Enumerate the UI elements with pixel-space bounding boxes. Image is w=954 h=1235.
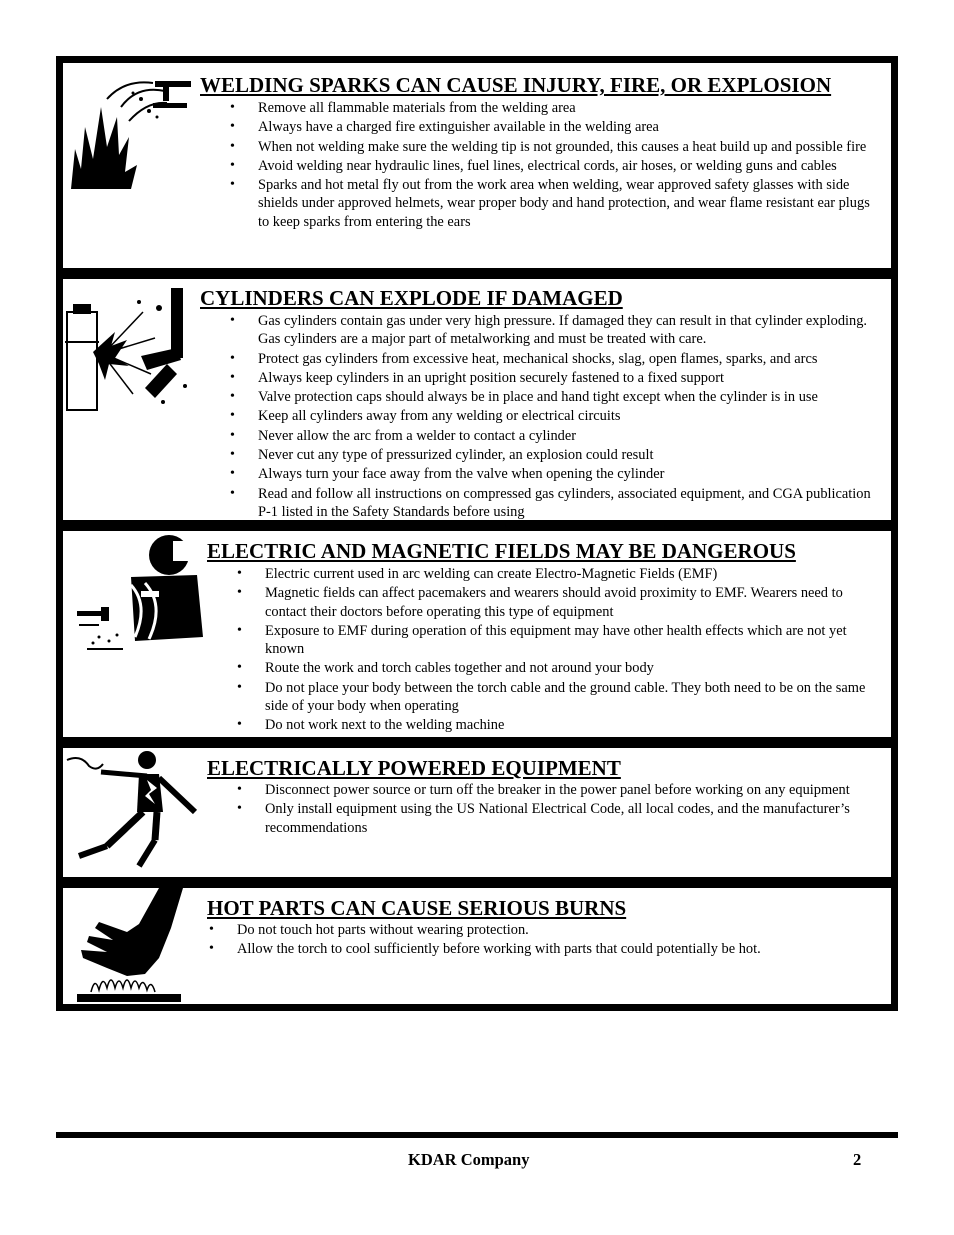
section-heading: HOT PARTS CAN CAUSE SERIOUS BURNS [207,896,627,920]
list-item: • Route the work and torch cables together and not around your body [237,659,882,677]
list-item: • Avoid welding near hydraulic lines, fuel lines, electrical cords, air hoses, or welding guns and cables [230,157,880,175]
list-item: • Disconnect power source or turn off the breaker in the power panel before working on any equipment [237,781,887,799]
list-item: • Magnetic fields can affect pacemakers and wearers should avoid proximity to EMF. Wearers need to contact their doctors before operating this type of equipment [237,584,882,621]
section-cylinders [63,279,891,520]
list-item: • Sparks and hot metal fly out from the work area when welding, wear approved safety glasses with side shields under approved helmets, wear proper body and hand protection, and wear flame resistant ear plugs to keep sparks from entering the ears [230,176,880,231]
list-item: • Protect gas cylinders from excessive heat, mechanical shocks, slag, open flames, sparks, and arcs [230,350,880,368]
list-item: • Always keep cylinders in an upright position securely fastened to a fixed support [230,369,880,387]
section-welding-sparks [63,63,891,268]
section-electric-magnetic-fields [63,531,891,737]
list-item: • Do not touch hot parts without wearing protection. [209,921,859,939]
section-hot-parts [63,888,891,1004]
page-number: 2 [853,1150,862,1169]
list-item: • Exposure to EMF during operation of this equipment may have other health effects which are not yet known [237,622,882,659]
list-item: • Always have a charged fire extinguisher available in the welding area [230,118,880,136]
section-heading: ELECTRICALLY POWERED EQUIPMENT [207,756,621,780]
section-bullet-list [230,312,880,520]
list-item: • When not welding make sure the welding tip is not grounded, this causes a heat build up and possible fire [230,138,880,156]
welding-sparks-explosion-icon [67,77,197,192]
list-item: • Do not work next to the welding machine [237,716,882,734]
list-item: • Only install equipment using the US National Electrical Code, all local codes, and the manufacturer’s recommendations [237,800,887,837]
electric-shock-icon [63,750,203,872]
list-item: • Do not place your body between the torch cable and the ground cable. They both need to be on the same side of your body when operating [237,679,882,716]
section-heading: ELECTRIC AND MAGNETIC FIELDS MAY BE DANGEROUS [207,539,796,563]
section-electrically-powered [63,748,891,877]
list-item: • Valve protection caps should always be in place and hand tight except when the cylinder is in use [230,388,880,406]
safety-warnings-frame [56,56,898,1011]
electromagnetic-field-icon [69,533,209,658]
section-bullet-list [230,99,880,232]
list-item: • Keep all cylinders away from any welding or electrical circuits [230,407,880,425]
section-bullet-list [209,921,859,960]
list-item: • Never cut any type of pressurized cylinder, an explosion could result [230,446,880,464]
section-heading: WELDING SPARKS CAN CAUSE INJURY, FIRE, OR EXPLOSION [200,73,832,97]
list-item: • Remove all flammable materials from the welding area [230,99,880,117]
list-item: • Always turn your face away from the valve when opening the cylinder [230,465,880,483]
list-item: • Never allow the arc from a welder to contact a cylinder [230,427,880,445]
list-item: • Electric current used in arc welding can create Electro-Magnetic Fields (EMF) [237,565,882,583]
footer-company-name: KDAR Company [408,1150,530,1169]
section-bullet-list [237,565,882,736]
section-bullet-list [237,781,887,838]
list-item: • Read and follow all instructions on compressed gas cylinders, associated equipment, and CGA publication P-1 listed in the Safety Standards before using [230,485,880,520]
hot-parts-burn-icon [67,888,192,1004]
list-item: • Gas cylinders contain gas under very high pressure. If damaged they can result in that cylinder exploding. Gas cylinders are a major part of metalworking and must be treated with care. [230,312,880,349]
exploding-cylinder-icon [63,282,198,417]
footer-divider [56,1132,898,1138]
section-heading: CYLINDERS CAN EXPLODE IF DAMAGED [200,286,623,310]
list-item: • Allow the torch to cool sufficiently before working with parts that could potentially be hot. [209,940,859,958]
